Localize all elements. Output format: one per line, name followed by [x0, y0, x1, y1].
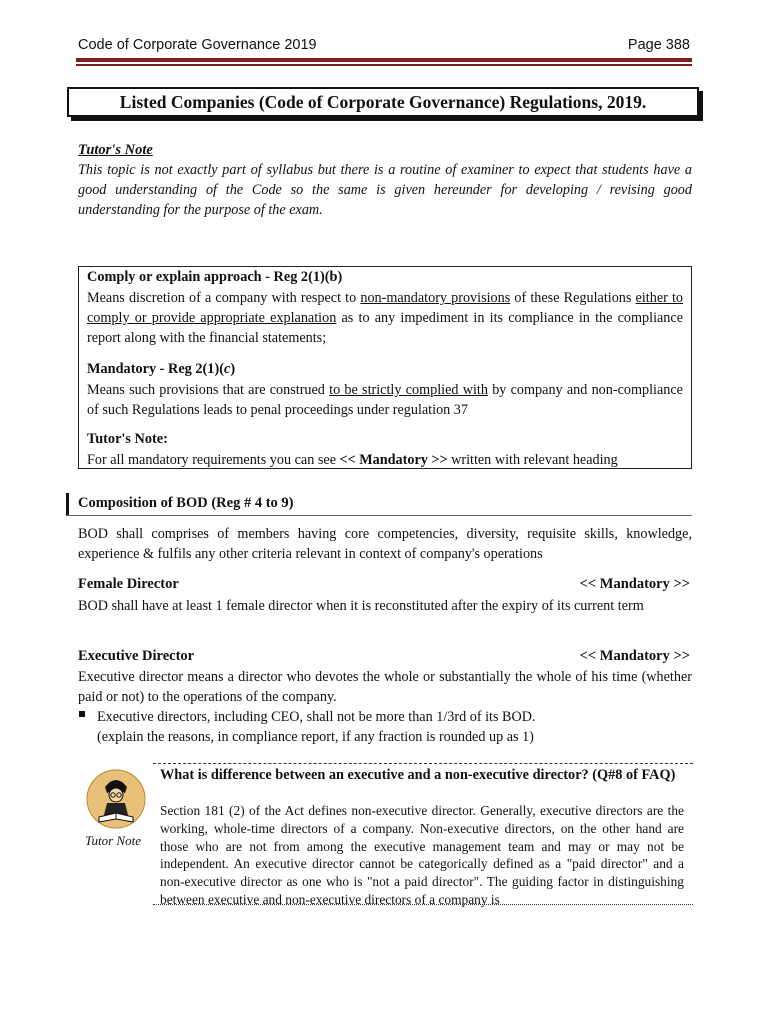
page-title: Listed Companies (Code of Corporate Governance) Regulations, 2019.: [119, 91, 647, 112]
section-intro: BOD shall comprises of members having core competencies, diversity, requisite skills, knowledge, experience & fulfils any other criteria relevant in context of company's operations: [78, 526, 692, 562]
executive-director-mandatory-tag: << Mandatory >>: [579, 648, 690, 664]
section-marker: [66, 493, 69, 515]
tutor-note-body: This topic is not exactly part of syllabus but there is a routine of examiner to expect that students have a good understanding of the Code so the same is given hereunder for developing / revising good understanding for the purpose of the exam.: [78, 162, 692, 218]
box-tutor-note-title: Tutor's Note:: [87, 431, 168, 447]
mandatory-text: Means such provisions that are construed to be strictly complied with by company and non-compliance of such Regulations leads to penal proceedings under regulation 37: [87, 382, 683, 418]
faq-bottom-divider: [153, 904, 693, 905]
tutor-note-heading: Tutor's Note: [78, 142, 153, 158]
female-director-mandatory-tag: << Mandatory >>: [579, 576, 690, 592]
faq-question: What is difference between an executive and a non-executive director? (Q#8 of FAQ): [160, 767, 676, 783]
female-director-heading: Female Director: [78, 576, 179, 592]
bullet-square-icon: [79, 711, 85, 717]
executive-director-heading: Executive Director: [78, 648, 195, 664]
header-rule-thin: [76, 64, 692, 66]
tutor-illustration-icon: [85, 767, 147, 831]
page-title-box: [67, 87, 699, 117]
faq-answer: Section 181 (2) of the Act defines non-executive director. Generally, executive directors are the working, whole-time directors of a company. Non-executive directors, on the other hand are those who are not from among the executive management team and may or may not be independent. An executive director cannot be categorically defined as a "paid director" and a non-executive director as one who is "not a paid director". The guiding factor in distinguishing between executive and non-executive directors of a company is: [160, 803, 684, 907]
section-rule: [66, 515, 692, 516]
header-rule-thick: [76, 58, 692, 62]
executive-director-bullet: Executive directors, including CEO, shall not be more than 1/3rd of its BOD. (explain the reasons, in compliance report, if any fraction is rounded up as 1): [97, 709, 536, 745]
section-title: Composition of BOD (Reg # 4 to 9): [78, 495, 294, 511]
comply-explain-title: Comply or explain approach - Reg 2(1)(b): [87, 269, 343, 285]
page-number: Page 388: [627, 37, 690, 53]
running-header-title: Code of Corporate Governance 2019: [78, 37, 317, 53]
female-director-text: BOD shall have at least 1 female director when it is reconstituted after the expiry of its current term: [78, 598, 644, 614]
box-tutor-note-text: For all mandatory requirements you can see << Mandatory >> written with relevant heading: [87, 452, 618, 468]
mandatory-title: Mandatory - Reg 2(1)(c): [87, 361, 236, 377]
tutor-note-caption: Tutor Note: [85, 833, 141, 848]
definitions-box: [78, 266, 692, 469]
comply-explain-text: Means discretion of a company with respect to non-mandatory provisions of these Regulations either to comply or provide appropriate explanation as to any impediment in its compliance in the compliance report along with the financial statements;: [87, 290, 684, 346]
executive-director-text: Executive director means a director who devotes the whole or substantially the whole of his time (whether paid or not) to the operations of the company.: [78, 669, 692, 705]
faq-top-divider: [153, 763, 693, 764]
